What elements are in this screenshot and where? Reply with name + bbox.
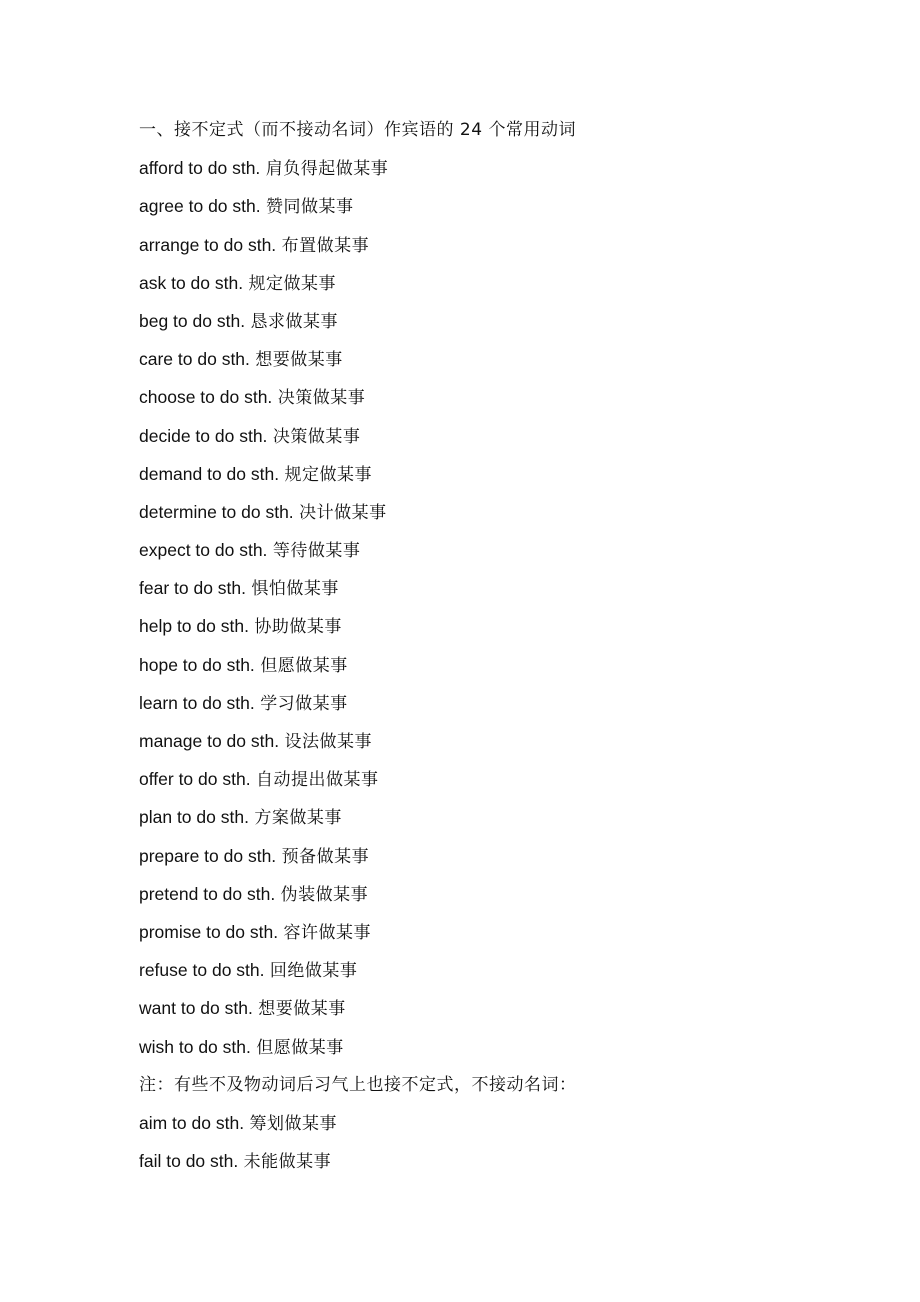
verb-phrase: pretend to do sth. — [139, 883, 276, 904]
verb-meaning: 筹划做某事 — [249, 1113, 337, 1134]
verb-entry — [139, 1109, 859, 1147]
verb-phrase: fear to do sth. — [139, 578, 247, 599]
verb-entry — [139, 574, 859, 612]
verb-entry — [139, 956, 859, 994]
document-heading — [139, 116, 859, 154]
verb-phrase: want to do sth. — [139, 998, 253, 1019]
verb-entry — [139, 498, 859, 536]
verb-meaning: 预备做某事 — [281, 846, 370, 867]
verb-phrase: choose to do sth. — [139, 387, 273, 408]
verb-phrase: determine to do sth. — [139, 501, 294, 522]
note-line — [139, 1071, 859, 1109]
verb-entry — [139, 192, 859, 230]
verb-phrase: prepare to do sth. — [139, 845, 277, 866]
verb-phrase: arrange to do sth. — [139, 234, 277, 255]
verb-entry — [139, 918, 859, 956]
verb-phrase: demand to do sth. — [139, 463, 280, 484]
verb-entry — [139, 536, 859, 574]
note-text: 注：有些不及物动词后习气上也接不定式，不接动名词： — [139, 1074, 577, 1095]
verb-entry — [139, 269, 859, 307]
verb-phrase: refuse to do sth. — [139, 960, 265, 981]
verb-entry — [139, 345, 859, 383]
verb-meaning: 想要做某事 — [258, 999, 346, 1020]
verb-meaning: 自动提出做某事 — [255, 770, 379, 791]
verb-entry — [139, 231, 859, 269]
verb-meaning: 规定做某事 — [284, 464, 373, 485]
verb-entry — [139, 422, 859, 460]
verb-meaning: 规定做某事 — [248, 273, 336, 294]
verb-phrase: hope to do sth. — [139, 654, 255, 675]
verb-entry — [139, 651, 859, 689]
verb-entry — [139, 154, 859, 192]
verb-entry — [139, 307, 859, 345]
verb-meaning: 决策做某事 — [277, 388, 366, 409]
verb-meaning: 决计做某事 — [299, 502, 387, 523]
verb-entry — [139, 460, 859, 498]
verb-phrase: fail to do sth. — [139, 1151, 239, 1172]
verb-entry — [139, 842, 859, 880]
verb-phrase: agree to do sth. — [139, 196, 261, 217]
verb-phrase: afford to do sth. — [139, 158, 261, 179]
verb-phrase: offer to do sth. — [139, 769, 251, 790]
document-page — [139, 116, 859, 1185]
verb-meaning: 设法做某事 — [284, 732, 373, 752]
verb-meaning: 等待做某事 — [272, 541, 361, 562]
verb-entry — [139, 994, 859, 1032]
heading-text: 一、接不定式（而不接动名词）作宾语的 24 个常用动词 — [139, 120, 576, 140]
verb-entry — [139, 612, 859, 650]
verb-phrase: learn to do sth. — [139, 692, 255, 713]
verb-meaning: 未能做某事 — [243, 1152, 332, 1173]
verb-meaning: 方案做某事 — [254, 808, 342, 829]
verb-entry — [139, 1033, 859, 1071]
verb-phrase: plan to do sth. — [139, 807, 249, 828]
verb-entry — [139, 727, 859, 765]
verb-meaning: 学习做某事 — [260, 693, 348, 714]
verb-meaning: 协助做某事 — [254, 617, 342, 638]
note-verb-list — [139, 1109, 859, 1185]
verb-phrase: care to do sth. — [139, 349, 250, 370]
verb-meaning: 决策做某事 — [272, 426, 361, 447]
verb-phrase: aim to do sth. — [139, 1112, 245, 1133]
verb-meaning: 但愿做某事 — [260, 655, 348, 676]
verb-entry — [139, 689, 859, 727]
verb-phrase: promise to do sth. — [139, 921, 279, 942]
verb-phrase: manage to do sth. — [139, 731, 280, 751]
verb-meaning: 惧怕做某事 — [251, 579, 339, 600]
verb-meaning: 回绝做某事 — [269, 961, 358, 982]
verb-phrase: decide to do sth. — [139, 425, 268, 446]
verb-phrase: expect to do sth. — [139, 540, 268, 561]
verb-phrase: wish to do sth. — [139, 1036, 251, 1057]
verb-entry — [139, 1147, 859, 1185]
verb-list — [139, 154, 859, 1071]
verb-meaning: 容许做某事 — [283, 922, 372, 943]
verb-meaning: 布置做某事 — [281, 235, 370, 256]
verb-entry — [139, 803, 859, 841]
verb-entry — [139, 383, 859, 421]
verb-meaning: 恳求做某事 — [250, 311, 338, 332]
verb-meaning: 赞同做某事 — [266, 197, 354, 218]
verb-meaning: 但愿做某事 — [256, 1037, 344, 1058]
verb-phrase: ask to do sth. — [139, 272, 244, 293]
verb-phrase: help to do sth. — [139, 616, 249, 637]
verb-phrase: beg to do sth. — [139, 310, 246, 331]
verb-meaning: 肩负得起做某事 — [265, 159, 389, 180]
verb-meaning: 伪装做某事 — [280, 884, 369, 905]
verb-entry — [139, 880, 859, 918]
verb-entry — [139, 765, 859, 803]
verb-meaning: 想要做某事 — [255, 350, 343, 371]
